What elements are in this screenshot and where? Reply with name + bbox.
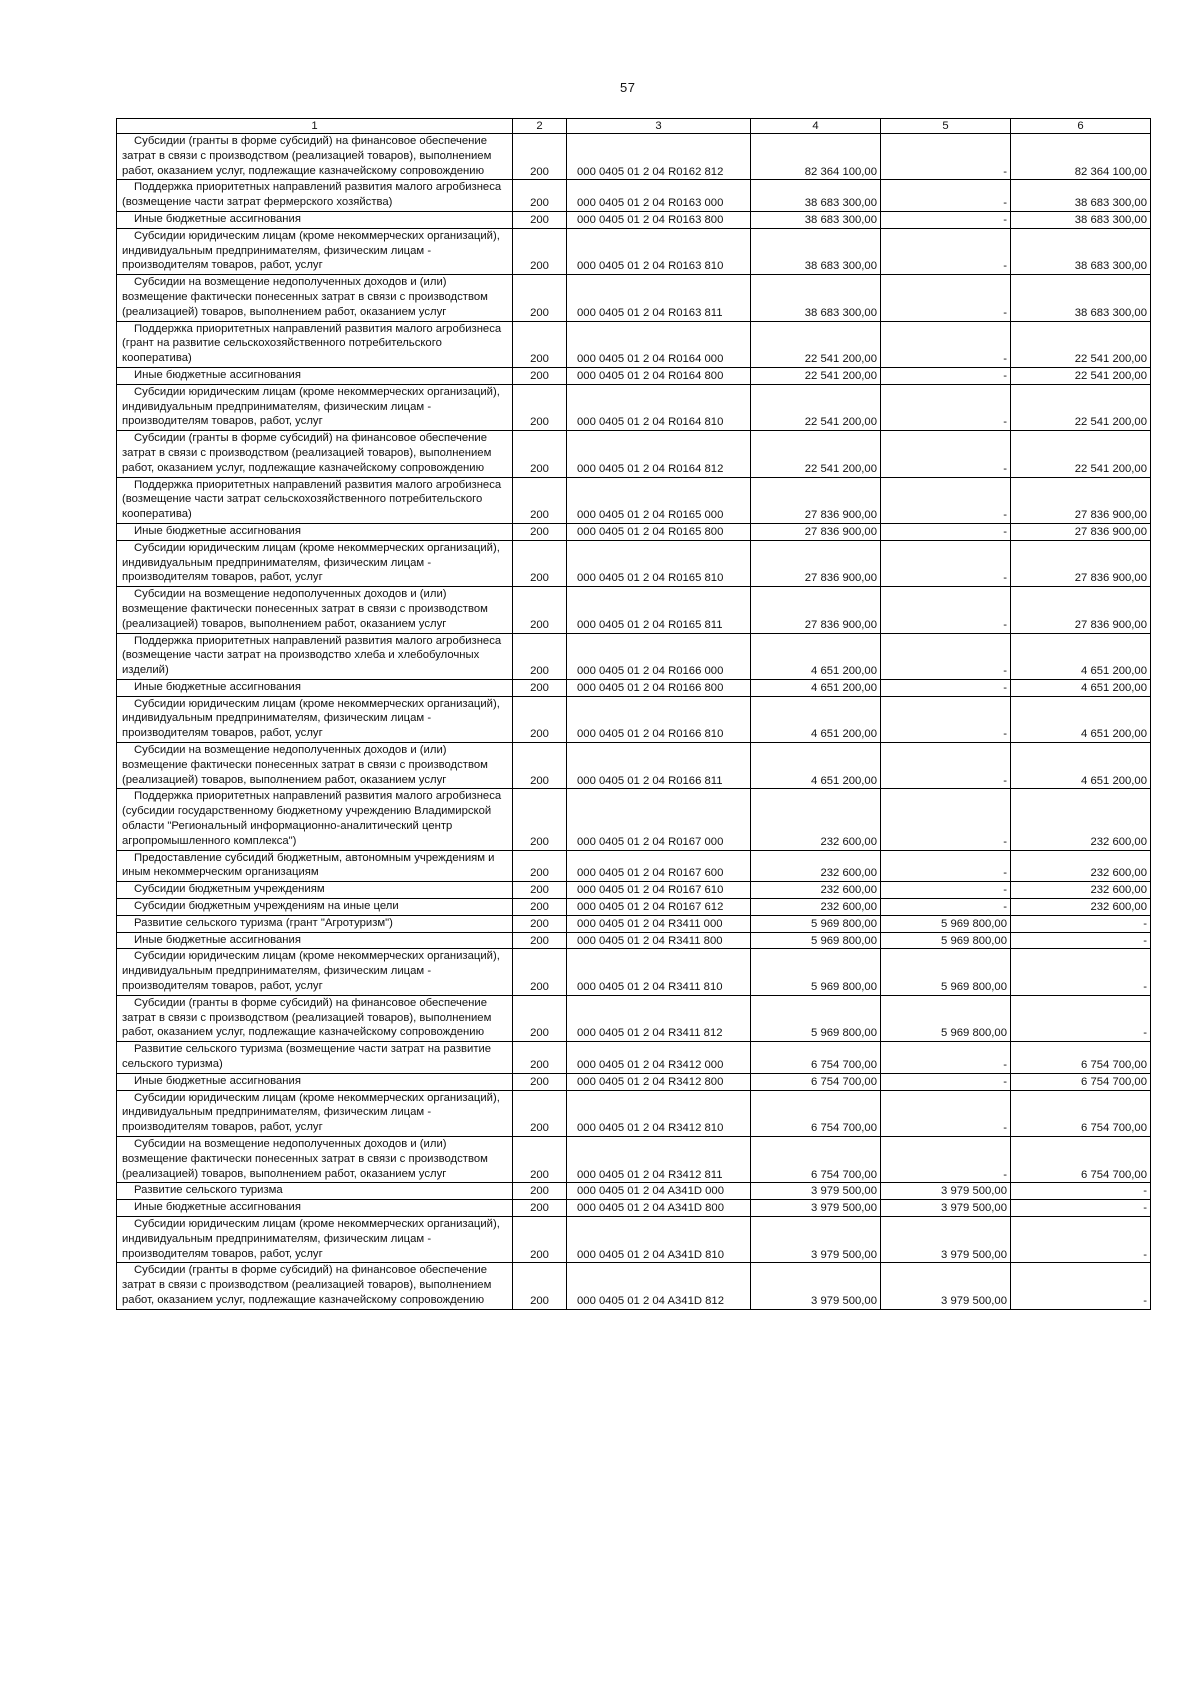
row-admin-code-cell: 200 (513, 431, 567, 477)
row-budget-code-cell: 000 0405 01 2 04 R0165 811 (567, 587, 751, 633)
row-amount-col6-cell: 38 683 300,00 (1011, 180, 1151, 212)
row-name-cell: Поддержка приоритетных направлений развития малого агробизнеса (возмещение части затрат фермерского хозяйства) (117, 180, 513, 212)
table-row (117, 696, 1151, 742)
row-amount-col6-cell: - (1011, 915, 1151, 932)
row-amount-col5-cell: - (881, 321, 1011, 367)
table-row (117, 949, 1151, 995)
row-admin-code-cell: 200 (513, 850, 567, 882)
row-amount-col5-cell: 5 969 800,00 (881, 932, 1011, 949)
row-amount-col5-cell: - (881, 367, 1011, 384)
row-name-cell: Развитие сельского туризма (грант "Агротуризм") (117, 915, 513, 932)
row-name-cell: Субсидии бюджетным учреждениям на иные цели (117, 899, 513, 916)
row-admin-code-cell: 200 (513, 367, 567, 384)
row-budget-code-cell: 000 0405 01 2 04 R0162 812 (567, 134, 751, 180)
table-row (117, 743, 1151, 789)
row-budget-code-cell: 000 0405 01 2 04 R3411 812 (567, 995, 751, 1041)
row-admin-code-cell: 200 (513, 932, 567, 949)
row-amount-col6-cell: 232 600,00 (1011, 850, 1151, 882)
row-amount-col4-cell: 22 541 200,00 (751, 384, 881, 430)
row-amount-col4-cell: 6 754 700,00 (751, 1090, 881, 1136)
row-amount-col6-cell: 27 836 900,00 (1011, 540, 1151, 586)
row-name-cell: Развитие сельского туризма (117, 1183, 513, 1200)
table-row (117, 679, 1151, 696)
row-budget-code-cell: 000 0405 01 2 04 R0165 000 (567, 477, 751, 523)
row-name-cell: Поддержка приоритетных направлений развития малого агробизнеса (возмещение части затрат на производство хлеба и хлебобулочных изделий) (117, 633, 513, 679)
table-row (117, 477, 1151, 523)
row-amount-col6-cell: 22 541 200,00 (1011, 321, 1151, 367)
row-budget-code-cell: 000 0405 01 2 04 A341D 810 (567, 1216, 751, 1262)
table-row (117, 180, 1151, 212)
row-amount-col6-cell: - (1011, 949, 1151, 995)
row-amount-col5-cell: - (881, 587, 1011, 633)
row-amount-col5-cell: - (881, 477, 1011, 523)
row-amount-col6-cell: 38 683 300,00 (1011, 211, 1151, 228)
row-name-cell: Поддержка приоритетных направлений развития малого агробизнеса (субсидии государственному бюджетному учреждению Владимирской области "Региональный информационно-аналитический центр агропромышленного комплекса") (117, 789, 513, 850)
row-name-cell: Субсидии юридическим лицам (кроме некоммерческих организаций), индивидуальным предпринимателям, физическим лицам - производителям товаров, работ, услуг (117, 696, 513, 742)
row-amount-col4-cell: 38 683 300,00 (751, 211, 881, 228)
page-number: 57 (620, 80, 636, 95)
row-name-cell: Субсидии юридическим лицам (кроме некоммерческих организаций), индивидуальным предпринимателям, физическим лицам - производителям товаров, работ, услуг (117, 384, 513, 430)
row-amount-col4-cell: 38 683 300,00 (751, 228, 881, 274)
row-amount-col4-cell: 5 969 800,00 (751, 932, 881, 949)
row-budget-code-cell: 000 0405 01 2 04 A341D 812 (567, 1263, 751, 1309)
row-amount-col5-cell: - (881, 275, 1011, 321)
table-row (117, 633, 1151, 679)
table-row (117, 1200, 1151, 1217)
row-amount-col4-cell: 6 754 700,00 (751, 1042, 881, 1074)
row-budget-code-cell: 000 0405 01 2 04 R0163 810 (567, 228, 751, 274)
row-amount-col4-cell: 3 979 500,00 (751, 1200, 881, 1217)
row-admin-code-cell: 200 (513, 1137, 567, 1183)
row-admin-code-cell: 200 (513, 899, 567, 916)
row-name-cell: Иные бюджетные ассигнования (117, 1200, 513, 1217)
row-amount-col4-cell: 6 754 700,00 (751, 1137, 881, 1183)
row-amount-col5-cell: - (881, 180, 1011, 212)
row-budget-code-cell: 000 0405 01 2 04 R3412 000 (567, 1042, 751, 1074)
row-name-cell: Субсидии на возмещение недополученных доходов и (или) возмещение фактически понесенных затрат в связи с производством (реализацией) товаров, выполнением работ, оказанием услуг (117, 743, 513, 789)
row-amount-col6-cell: 6 754 700,00 (1011, 1073, 1151, 1090)
row-amount-col4-cell: 27 836 900,00 (751, 540, 881, 586)
row-name-cell: Иные бюджетные ассигнования (117, 932, 513, 949)
column-header: 6 (1011, 119, 1151, 134)
row-budget-code-cell: 000 0405 01 2 04 R0166 811 (567, 743, 751, 789)
row-budget-code-cell: 000 0405 01 2 04 R0167 612 (567, 899, 751, 916)
row-amount-col4-cell: 4 651 200,00 (751, 743, 881, 789)
row-admin-code-cell: 200 (513, 743, 567, 789)
table-row (117, 1216, 1151, 1262)
row-amount-col5-cell: - (881, 134, 1011, 180)
row-amount-col6-cell: 232 600,00 (1011, 789, 1151, 850)
row-amount-col6-cell: 22 541 200,00 (1011, 431, 1151, 477)
row-amount-col5-cell: - (881, 899, 1011, 916)
table-row (117, 1073, 1151, 1090)
row-admin-code-cell: 200 (513, 1183, 567, 1200)
table-row (117, 789, 1151, 850)
row-amount-col4-cell: 82 364 100,00 (751, 134, 881, 180)
row-name-cell: Поддержка приоритетных направлений развития малого агробизнеса (возмещение части затрат сельскохозяйственного потребительского кооператива) (117, 477, 513, 523)
row-amount-col4-cell: 27 836 900,00 (751, 523, 881, 540)
row-amount-col6-cell: 38 683 300,00 (1011, 228, 1151, 274)
row-budget-code-cell: 000 0405 01 2 04 R0166 000 (567, 633, 751, 679)
table-row (117, 321, 1151, 367)
row-amount-col4-cell: 27 836 900,00 (751, 587, 881, 633)
row-amount-col6-cell: 4 651 200,00 (1011, 743, 1151, 789)
row-budget-code-cell: 000 0405 01 2 04 R0167 000 (567, 789, 751, 850)
row-budget-code-cell: 000 0405 01 2 04 R3411 800 (567, 932, 751, 949)
row-amount-col5-cell: 3 979 500,00 (881, 1216, 1011, 1262)
row-amount-col4-cell: 3 979 500,00 (751, 1263, 881, 1309)
row-amount-col6-cell: - (1011, 932, 1151, 949)
table-row (117, 367, 1151, 384)
row-name-cell: Иные бюджетные ассигнования (117, 211, 513, 228)
row-amount-col4-cell: 4 651 200,00 (751, 696, 881, 742)
row-amount-col6-cell: - (1011, 995, 1151, 1041)
table-row (117, 384, 1151, 430)
row-budget-code-cell: 000 0405 01 2 04 R3412 800 (567, 1073, 751, 1090)
row-amount-col6-cell: - (1011, 1183, 1151, 1200)
row-amount-col5-cell: - (881, 789, 1011, 850)
row-admin-code-cell: 200 (513, 1216, 567, 1262)
row-admin-code-cell: 200 (513, 1200, 567, 1217)
row-amount-col5-cell: 3 979 500,00 (881, 1263, 1011, 1309)
row-admin-code-cell: 200 (513, 882, 567, 899)
row-amount-col5-cell: - (881, 1090, 1011, 1136)
row-budget-code-cell: 000 0405 01 2 04 R0164 810 (567, 384, 751, 430)
row-name-cell: Иные бюджетные ассигнования (117, 523, 513, 540)
row-amount-col4-cell: 27 836 900,00 (751, 477, 881, 523)
row-amount-col6-cell: 6 754 700,00 (1011, 1090, 1151, 1136)
row-name-cell: Предоставление субсидий бюджетным, автономным учреждениям и иным некоммерческим организациям (117, 850, 513, 882)
row-budget-code-cell: 000 0405 01 2 04 R0166 810 (567, 696, 751, 742)
row-amount-col4-cell: 38 683 300,00 (751, 180, 881, 212)
row-amount-col6-cell: 6 754 700,00 (1011, 1137, 1151, 1183)
row-amount-col5-cell: - (881, 384, 1011, 430)
row-name-cell: Субсидии (гранты в форме субсидий) на финансовое обеспечение затрат в связи с производством (реализацией товаров), выполнением работ, оказанием услуг, подлежащие казначейскому сопровождению (117, 134, 513, 180)
table-row (117, 1090, 1151, 1136)
row-budget-code-cell: 000 0405 01 2 04 R3411 810 (567, 949, 751, 995)
table-row (117, 1183, 1151, 1200)
row-amount-col5-cell: - (881, 1073, 1011, 1090)
row-budget-code-cell: 000 0405 01 2 04 R0164 812 (567, 431, 751, 477)
row-name-cell: Развитие сельского туризма (возмещение части затрат на развитие сельского туризма) (117, 1042, 513, 1074)
row-admin-code-cell: 200 (513, 1042, 567, 1074)
row-admin-code-cell: 200 (513, 211, 567, 228)
table-row (117, 915, 1151, 932)
row-admin-code-cell: 200 (513, 384, 567, 430)
row-budget-code-cell: 000 0405 01 2 04 R3411 000 (567, 915, 751, 932)
row-amount-col4-cell: 4 651 200,00 (751, 679, 881, 696)
row-amount-col4-cell: 3 979 500,00 (751, 1216, 881, 1262)
row-amount-col4-cell: 22 541 200,00 (751, 431, 881, 477)
row-amount-col6-cell: 27 836 900,00 (1011, 523, 1151, 540)
row-amount-col4-cell: 5 969 800,00 (751, 915, 881, 932)
row-amount-col5-cell: 5 969 800,00 (881, 995, 1011, 1041)
column-header: 5 (881, 119, 1011, 134)
row-admin-code-cell: 200 (513, 949, 567, 995)
row-amount-col5-cell: 3 979 500,00 (881, 1200, 1011, 1217)
row-name-cell: Субсидии на возмещение недополученных доходов и (или) возмещение фактически понесенных затрат в связи с производством (реализацией) товаров, выполнением работ, оказанием услуг (117, 275, 513, 321)
table-row (117, 1263, 1151, 1309)
row-name-cell: Субсидии юридическим лицам (кроме некоммерческих организаций), индивидуальным предпринимателям, физическим лицам - производителям товаров, работ, услуг (117, 228, 513, 274)
row-admin-code-cell: 200 (513, 679, 567, 696)
row-budget-code-cell: 000 0405 01 2 04 R3412 811 (567, 1137, 751, 1183)
table-row (117, 995, 1151, 1041)
row-budget-code-cell: 000 0405 01 2 04 R0163 000 (567, 180, 751, 212)
row-amount-col5-cell: - (881, 679, 1011, 696)
row-admin-code-cell: 200 (513, 587, 567, 633)
table-header-row (117, 119, 1151, 134)
row-name-cell: Субсидии на возмещение недополученных доходов и (или) возмещение фактически понесенных затрат в связи с производством (реализацией) товаров, выполнением работ, оказанием услуг (117, 1137, 513, 1183)
row-amount-col5-cell: - (881, 540, 1011, 586)
row-amount-col5-cell: - (881, 228, 1011, 274)
row-amount-col6-cell: 22 541 200,00 (1011, 384, 1151, 430)
table-row (117, 540, 1151, 586)
budget-table (116, 118, 1151, 1310)
row-amount-col5-cell: - (881, 211, 1011, 228)
table-row (117, 228, 1151, 274)
row-amount-col6-cell: 4 651 200,00 (1011, 633, 1151, 679)
row-amount-col5-cell: 5 969 800,00 (881, 915, 1011, 932)
row-admin-code-cell: 200 (513, 915, 567, 932)
row-admin-code-cell: 200 (513, 523, 567, 540)
row-amount-col4-cell: 4 651 200,00 (751, 633, 881, 679)
row-name-cell: Субсидии бюджетным учреждениям (117, 882, 513, 899)
row-amount-col5-cell: 5 969 800,00 (881, 949, 1011, 995)
row-name-cell: Субсидии юридическим лицам (кроме некоммерческих организаций), индивидуальным предпринимателям, физическим лицам - производителям товаров, работ, услуг (117, 540, 513, 586)
row-amount-col5-cell: - (881, 696, 1011, 742)
row-admin-code-cell: 200 (513, 477, 567, 523)
row-name-cell: Субсидии (гранты в форме субсидий) на финансовое обеспечение затрат в связи с производством (реализацией товаров), выполнением работ, оказанием услуг, подлежащие казначейскому сопровождению (117, 1263, 513, 1309)
row-name-cell: Субсидии юридическим лицам (кроме некоммерческих организаций), индивидуальным предпринимателям, физическим лицам - производителям товаров, работ, услуг (117, 949, 513, 995)
row-budget-code-cell: 000 0405 01 2 04 R0163 800 (567, 211, 751, 228)
row-amount-col6-cell: - (1011, 1263, 1151, 1309)
row-budget-code-cell: 000 0405 01 2 04 R0165 800 (567, 523, 751, 540)
column-header: 1 (117, 119, 513, 134)
row-amount-col4-cell: 38 683 300,00 (751, 275, 881, 321)
row-amount-col6-cell: - (1011, 1200, 1151, 1217)
row-amount-col6-cell: 22 541 200,00 (1011, 367, 1151, 384)
row-budget-code-cell: 000 0405 01 2 04 R3412 810 (567, 1090, 751, 1136)
row-amount-col4-cell: 5 969 800,00 (751, 995, 881, 1041)
table-row (117, 882, 1151, 899)
row-admin-code-cell: 200 (513, 696, 567, 742)
row-budget-code-cell: 000 0405 01 2 04 R0164 000 (567, 321, 751, 367)
row-admin-code-cell: 200 (513, 228, 567, 274)
table-row (117, 211, 1151, 228)
row-amount-col6-cell: 4 651 200,00 (1011, 679, 1151, 696)
table-row (117, 850, 1151, 882)
table-row (117, 1042, 1151, 1074)
table-row (117, 1137, 1151, 1183)
row-admin-code-cell: 200 (513, 180, 567, 212)
row-name-cell: Поддержка приоритетных направлений развития малого агробизнеса (грант на развитие сельскохозяйственного потребительского кооператива) (117, 321, 513, 367)
row-amount-col5-cell: 3 979 500,00 (881, 1183, 1011, 1200)
row-amount-col4-cell: 3 979 500,00 (751, 1183, 881, 1200)
table-row (117, 587, 1151, 633)
row-amount-col6-cell: 232 600,00 (1011, 899, 1151, 916)
row-amount-col6-cell: 232 600,00 (1011, 882, 1151, 899)
table-row (117, 932, 1151, 949)
table-row (117, 134, 1151, 180)
row-name-cell: Иные бюджетные ассигнования (117, 367, 513, 384)
column-header: 2 (513, 119, 567, 134)
row-admin-code-cell: 200 (513, 995, 567, 1041)
row-name-cell: Субсидии на возмещение недополученных доходов и (или) возмещение фактически понесенных затрат в связи с производством (реализацией) товаров, выполнением работ, оказанием услуг (117, 587, 513, 633)
row-amount-col4-cell: 22 541 200,00 (751, 367, 881, 384)
row-name-cell: Субсидии юридическим лицам (кроме некоммерческих организаций), индивидуальным предпринимателям, физическим лицам - производителям товаров, работ, услуг (117, 1090, 513, 1136)
row-budget-code-cell: 000 0405 01 2 04 A341D 000 (567, 1183, 751, 1200)
table-row (117, 431, 1151, 477)
row-budget-code-cell: 000 0405 01 2 04 R0167 610 (567, 882, 751, 899)
row-admin-code-cell: 200 (513, 321, 567, 367)
table-row (117, 899, 1151, 916)
row-amount-col6-cell: 27 836 900,00 (1011, 587, 1151, 633)
row-amount-col4-cell: 232 600,00 (751, 882, 881, 899)
row-admin-code-cell: 200 (513, 275, 567, 321)
column-header: 4 (751, 119, 881, 134)
row-budget-code-cell: 000 0405 01 2 04 R0166 800 (567, 679, 751, 696)
row-amount-col5-cell: - (881, 431, 1011, 477)
row-amount-col4-cell: 22 541 200,00 (751, 321, 881, 367)
column-header: 3 (567, 119, 751, 134)
row-admin-code-cell: 200 (513, 134, 567, 180)
row-admin-code-cell: 200 (513, 1090, 567, 1136)
row-name-cell: Субсидии (гранты в форме субсидий) на финансовое обеспечение затрат в связи с производством (реализацией товаров), выполнением работ, оказанием услуг, подлежащие казначейскому сопровождению (117, 431, 513, 477)
row-amount-col4-cell: 232 600,00 (751, 899, 881, 916)
table-body (117, 134, 1151, 1310)
row-budget-code-cell: 000 0405 01 2 04 R0164 800 (567, 367, 751, 384)
row-admin-code-cell: 200 (513, 789, 567, 850)
row-amount-col6-cell: 4 651 200,00 (1011, 696, 1151, 742)
row-admin-code-cell: 200 (513, 540, 567, 586)
row-name-cell: Субсидии юридическим лицам (кроме некоммерческих организаций), индивидуальным предпринимателям, физическим лицам - производителям товаров, работ, услуг (117, 1216, 513, 1262)
row-name-cell: Иные бюджетные ассигнования (117, 679, 513, 696)
row-amount-col5-cell: - (881, 743, 1011, 789)
row-amount-col4-cell: 232 600,00 (751, 789, 881, 850)
row-name-cell: Иные бюджетные ассигнования (117, 1073, 513, 1090)
row-amount-col4-cell: 232 600,00 (751, 850, 881, 882)
row-amount-col6-cell: 38 683 300,00 (1011, 275, 1151, 321)
row-budget-code-cell: 000 0405 01 2 04 R0165 810 (567, 540, 751, 586)
row-amount-col4-cell: 5 969 800,00 (751, 949, 881, 995)
table-row (117, 275, 1151, 321)
row-amount-col5-cell: - (881, 1137, 1011, 1183)
row-amount-col5-cell: - (881, 882, 1011, 899)
row-admin-code-cell: 200 (513, 633, 567, 679)
row-amount-col5-cell: - (881, 1042, 1011, 1074)
row-amount-col6-cell: 6 754 700,00 (1011, 1042, 1151, 1074)
row-budget-code-cell: 000 0405 01 2 04 R0163 811 (567, 275, 751, 321)
row-amount-col6-cell: - (1011, 1216, 1151, 1262)
row-name-cell: Субсидии (гранты в форме субсидий) на финансовое обеспечение затрат в связи с производством (реализацией товаров), выполнением работ, оказанием услуг, подлежащие казначейскому сопровождению (117, 995, 513, 1041)
row-amount-col4-cell: 6 754 700,00 (751, 1073, 881, 1090)
row-amount-col5-cell: - (881, 523, 1011, 540)
row-admin-code-cell: 200 (513, 1073, 567, 1090)
row-budget-code-cell: 000 0405 01 2 04 A341D 800 (567, 1200, 751, 1217)
row-amount-col6-cell: 27 836 900,00 (1011, 477, 1151, 523)
row-amount-col6-cell: 82 364 100,00 (1011, 134, 1151, 180)
row-amount-col5-cell: - (881, 850, 1011, 882)
table-row (117, 523, 1151, 540)
row-budget-code-cell: 000 0405 01 2 04 R0167 600 (567, 850, 751, 882)
row-admin-code-cell: 200 (513, 1263, 567, 1309)
row-amount-col5-cell: - (881, 633, 1011, 679)
